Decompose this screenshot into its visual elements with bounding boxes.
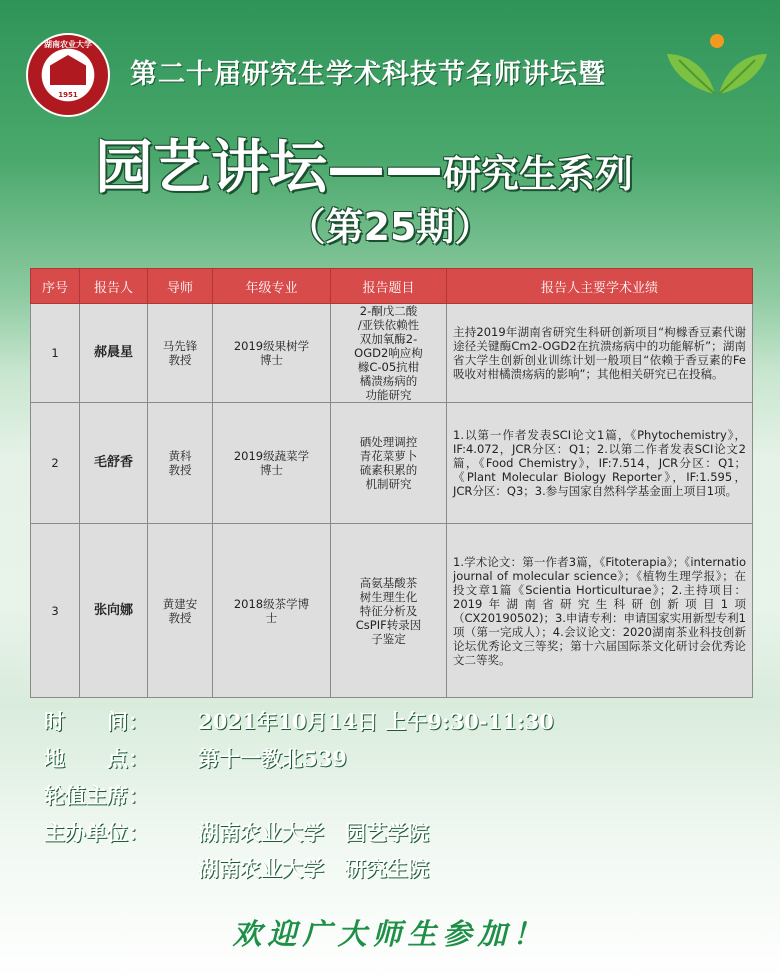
major: [213, 403, 331, 524]
host-info-2: [44, 853, 429, 883]
logo-building-icon: [50, 55, 86, 85]
leaf-logo-icon: [665, 32, 769, 104]
host-info: [44, 817, 429, 847]
chair-info: [44, 780, 198, 810]
row-number: 3: [31, 524, 80, 698]
main-title: [95, 120, 633, 204]
column-header: 报告人: [80, 269, 148, 304]
place-info: [44, 743, 347, 773]
advisor-text: 黄建安 教授: [162, 596, 198, 625]
achievements: 1.以第一作者发表SCI论文1篇，《Phytochemistry》，IF:4.072，JCR分区：Q1；2.以第二作者发表SCI论文2篇，《Food Chemistry》，IF:7.514，JCR分区：Q1；《Plant Molecular Biology Reporter》，IF:1.595，JCR分区：Q3；3.参与国家自然科学基金面上项目1项。: [447, 403, 753, 524]
time-label: 时 间：: [44, 709, 149, 734]
logo-year: 1951: [58, 91, 78, 99]
row-number: 2: [31, 403, 80, 524]
reporter-name: 郝晨星: [80, 304, 148, 403]
topic-text: 高氨基酸茶 树生理生化 特征分析及 CsPIF转录因 子鉴定: [355, 575, 422, 646]
reporter-name: 毛舒香: [80, 403, 148, 524]
topic: [331, 524, 447, 698]
row-number: 1: [31, 304, 80, 403]
column-header: 序号: [31, 269, 80, 304]
achievements: 主持2019年湖南省研究生科研创新项目“枸橼香豆素代谢途径关键酶Cm2-OGD2在抗溃疡病中的功能解析”；湖南省大学生创新创业训练计划一般项目“依赖于香豆素的Fe吸收对柑橘溃疡病的影响”；其他相关研究已在投稿。: [447, 304, 753, 403]
advisor: [148, 304, 213, 403]
table-header-row: [31, 269, 753, 304]
host-value-2: 湖南农业大学 研究生院: [198, 856, 429, 881]
advisor: [148, 403, 213, 524]
table-row: [31, 524, 753, 698]
major: [213, 304, 331, 403]
advisor-text: 黄科 教授: [168, 449, 192, 478]
column-header: 报告人主要学术业绩: [447, 269, 753, 304]
title-dash: ——: [327, 133, 444, 201]
topic: [331, 403, 447, 524]
topic-text: 硒处理调控 青花菜萝卜 硫素积累的 机制研究: [359, 435, 418, 492]
major: [213, 524, 331, 698]
table-row: [31, 304, 753, 403]
topic-text: 2-酮戊二酸 /亚铁依赖性 双加氧酶2- OGD2响应枸 橼C-05抗柑 橘溃疡病的 功能研究: [354, 304, 423, 403]
column-header: 年级专业: [213, 269, 331, 304]
event-heading: 第二十届研究生学术科技节名师讲坛暨: [130, 59, 606, 90]
achievements: 1.学术论文：第一作者3篇，《Fitoterapia》；《internatio journal of molecular science》；《植物生理学报》；在投文章1篇《Scientia Horticulturae》；2.主持项目：2019年湖南省研究生科研创新项目1项（CX20190502)；3.申请专利：申请国家实用新型专利1项（第一完成人）；4.会议论文：2020湖南茶业科技创新论坛优秀论文三等奖；第十六届国际茶文化研讨会优秀论文二等奖。: [447, 524, 753, 698]
host-label: 主办单位：: [44, 820, 149, 845]
logo-ring-text: 湖南农业大学: [44, 40, 92, 49]
topic: [331, 304, 447, 403]
schedule-table: [30, 268, 753, 698]
advisor: [148, 524, 213, 698]
place-value: 第十一教北539: [198, 746, 347, 771]
column-header: 导师: [148, 269, 213, 304]
university-logo: [26, 33, 110, 117]
place-label: 地 点：: [44, 746, 149, 771]
issue-number: （第25期）: [287, 205, 493, 249]
chair-label: 轮值主席：: [44, 783, 149, 808]
major-text: 2019级蔬菜学 博士: [233, 449, 310, 478]
welcome-message: 欢迎广大师生参加！: [232, 917, 548, 951]
time-value: 2021年10月14日 上午9:30-11:30: [198, 709, 554, 734]
title-main: 园艺讲坛: [95, 133, 328, 201]
major-text: 2018级茶学博 士: [233, 596, 310, 625]
reporter-name: 张向娜: [80, 524, 148, 698]
major-text: 2019级果树学 博士: [233, 339, 310, 368]
advisor-text: 马先锋 教授: [162, 339, 198, 368]
column-header: 报告题目: [331, 269, 447, 304]
title-subtitle: 研究生系列: [443, 152, 634, 196]
table-row: [31, 403, 753, 524]
time-info: [44, 706, 554, 736]
host-value-1: 湖南农业大学 园艺学院: [198, 820, 429, 845]
